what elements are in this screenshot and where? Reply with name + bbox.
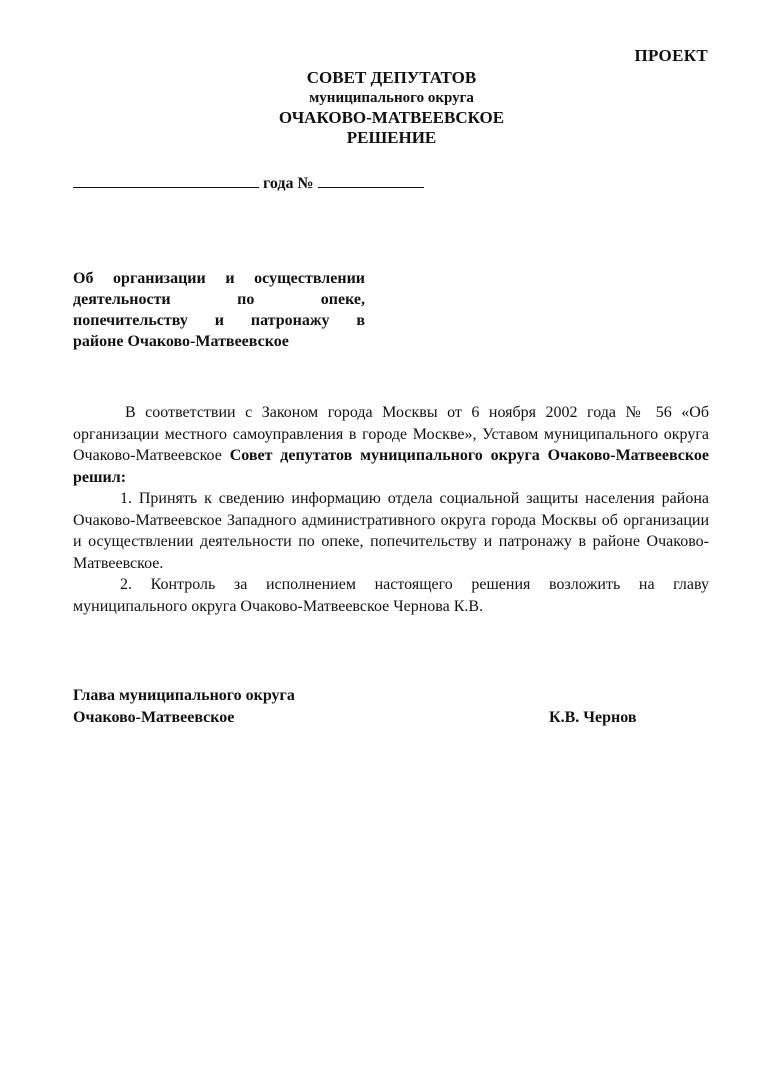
subject-line: деятельности по опеке,	[73, 291, 365, 308]
council-title: СОВЕТ ДЕПУТАТОВ	[306, 68, 477, 87]
document-body	[73, 402, 709, 617]
district-name: ОЧАКОВО-МАТВЕЕВСКОЕ	[278, 108, 505, 127]
preamble-paragraph	[73, 402, 709, 488]
number-blank	[318, 173, 424, 188]
decision-subject	[73, 268, 365, 352]
document-header	[0, 68, 763, 148]
signatory-title-line1: Глава муниципального округа	[73, 687, 295, 704]
preamble-resolution: Совет депутатов муниципального округа Очаково-Матвеевское решил:	[73, 447, 710, 486]
year-number-label: года №	[263, 175, 314, 192]
preamble-text: В соответствии с Законом города Москвы от 6 ноября 2002 года № 56 «Об организации местного самоуправления в городе Москве», Уставом муниципального округа Очаково-Матвеевское	[73, 404, 709, 464]
subject-line: Об организации и осуществлении	[73, 270, 365, 287]
decision-item-2: 2. Контроль за исполнением настоящего решения возложить на главу муниципального округа Очаково-Матвеевское Чернова К.В.	[73, 576, 709, 615]
decision-title: РЕШЕНИЕ	[346, 128, 437, 147]
draft-label: ПРОЕКТ	[634, 46, 708, 65]
date-number-line	[73, 173, 424, 193]
signatory-name: К.В. Чернов	[549, 708, 637, 726]
decision-item-1: 1. Принять к сведению информацию отдела социальной защиты населения района Очаково-Матвеевское Западного административного округа города Москвы об организации и осуществлении деятельности по опеке, попечительству и патронажу в районе Очаково-Матвеевское.	[73, 490, 709, 572]
date-blank	[73, 173, 259, 188]
subject-line: попечительству и патронажу в	[73, 312, 365, 329]
district-line: муниципального округа	[309, 90, 474, 106]
signature-block	[73, 685, 709, 728]
signatory-title-line2: Очаково-Матвеевское	[73, 708, 235, 726]
subject-line: районе Очаково-Матвеевское	[73, 333, 289, 350]
